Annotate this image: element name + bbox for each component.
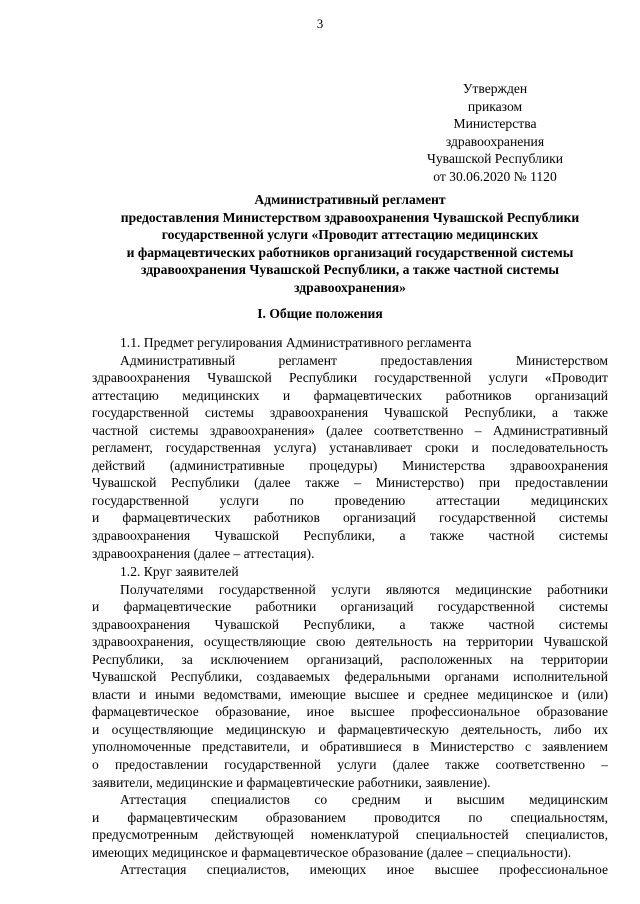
paragraph-line: Республики, за исключением организаций, расположенных на территории — [92, 651, 608, 667]
paragraph-line: Аттестация специалистов со средним и высшим медицинским — [120, 792, 608, 808]
paragraph-line: Аттестация специалистов, имеющих иное высшее профессиональное — [120, 862, 608, 878]
subsection-heading: 1.2. Круг заявителей — [120, 564, 239, 579]
section-heading: I. Общие положения — [257, 306, 383, 321]
paragraph-line: власти и иными ведомствами, имеющие высшее и среднее медицинское и (или) — [92, 686, 608, 702]
approval-line: здравоохранения — [445, 133, 545, 149]
paragraph-line: здравоохранения Чувашской Республики, а также частной системы — [92, 528, 608, 544]
approval-line: Чувашской Республики — [427, 151, 563, 166]
subsection-heading: 1.1. Предмет регулирования Административного регламента — [120, 335, 472, 350]
title-line: здравоохранения Чувашской Республики, а также частной системы — [141, 262, 559, 277]
paragraph-line: Административный регламент предоставления Министерством — [120, 352, 608, 368]
paragraph-line: здравоохранения Чувашской Республики государственной услуги «Проводит — [92, 370, 608, 386]
title-line: и фармацевтических работников организаций государственной системы — [126, 244, 574, 260]
paragraph-line: государственной системы здравоохранения Чувашской Республики, а также — [92, 405, 608, 421]
paragraph-line: заявители, медицинские и фармацевтические работники, заявление). — [92, 774, 491, 790]
page-number: 3 — [316, 16, 324, 31]
applicants-paragraph — [92, 563, 608, 879]
paragraph-line: фармацевтическое образование, иное высшее профессиональное образование — [92, 704, 608, 720]
paragraph-line: предусмотренным действующей номенклатурой специальностей специалистов, — [92, 827, 608, 843]
paragraph-line: Получателями государственной услуги являются медицинские работники — [120, 581, 608, 597]
approval-line: приказом — [467, 98, 523, 114]
paragraph-line: здравоохранения Чувашской Республики, а также частной системы — [92, 616, 608, 632]
paragraph-line: о предоставлении государственной услуги (далее также соответственно – — [92, 757, 608, 773]
title-line: Административный регламент — [254, 192, 446, 207]
paragraph-line: частной системы здравоохранения» (далее соответственно – Административный — [92, 422, 608, 438]
document-title — [92, 191, 608, 296]
approval-line: от 30.06.2020 № 1120 — [433, 168, 557, 184]
paragraph-line: и фармацевтическим образованием проводится по специальностям, — [92, 809, 608, 825]
title-line: государственной услуги «Проводит аттестацию медицинских — [161, 227, 539, 242]
title-line: здравоохранения» — [294, 279, 406, 295]
title-line: предоставления Министерством здравоохранения Чувашской Республики — [120, 209, 580, 225]
paragraph-line: Чувашской Республики, создаваемых федеральными органами исполнительной — [92, 669, 608, 685]
approval-line: Утвержден — [462, 81, 528, 96]
paragraph-line: регламент, государственная услуга) устанавливает сроки и последовательность — [92, 440, 608, 456]
paragraph-line: действий (административные процедуры) Министерства здравоохранения — [92, 457, 608, 473]
paragraph-line: здравоохранения (далее – аттестация). — [92, 545, 315, 561]
approval-line: Министерства — [453, 116, 537, 131]
paragraph-line: и фармацевтические работники организаций государственной системы — [92, 599, 608, 615]
paragraph-line: государственной услуги по проведению аттестации медицинских — [92, 492, 608, 508]
paragraph-line: и фармацевтических работников организаций государственной системы — [92, 510, 608, 526]
paragraph-line: уполномоченные представители, и обратившиеся в Министерство с заявлением — [92, 739, 608, 755]
paragraph-line: здравоохранения, осуществляющие свою деятельность на территории Чувашской — [92, 634, 608, 650]
paragraph-line: имеющих медицинское и фармацевтическое образование (далее – специальности). — [92, 844, 572, 860]
subject-paragraph — [92, 334, 608, 562]
paragraph-line: Чувашской Республики (далее также – Министерство) при предоставлении — [92, 475, 608, 491]
paragraph-line: аттестацию медицинских и фармацевтических работников организаций — [92, 387, 608, 403]
approval-stamp — [400, 80, 590, 185]
paragraph-line: и осуществляющие медицинскую и фармацевтическую деятельность, либо их — [92, 721, 608, 737]
